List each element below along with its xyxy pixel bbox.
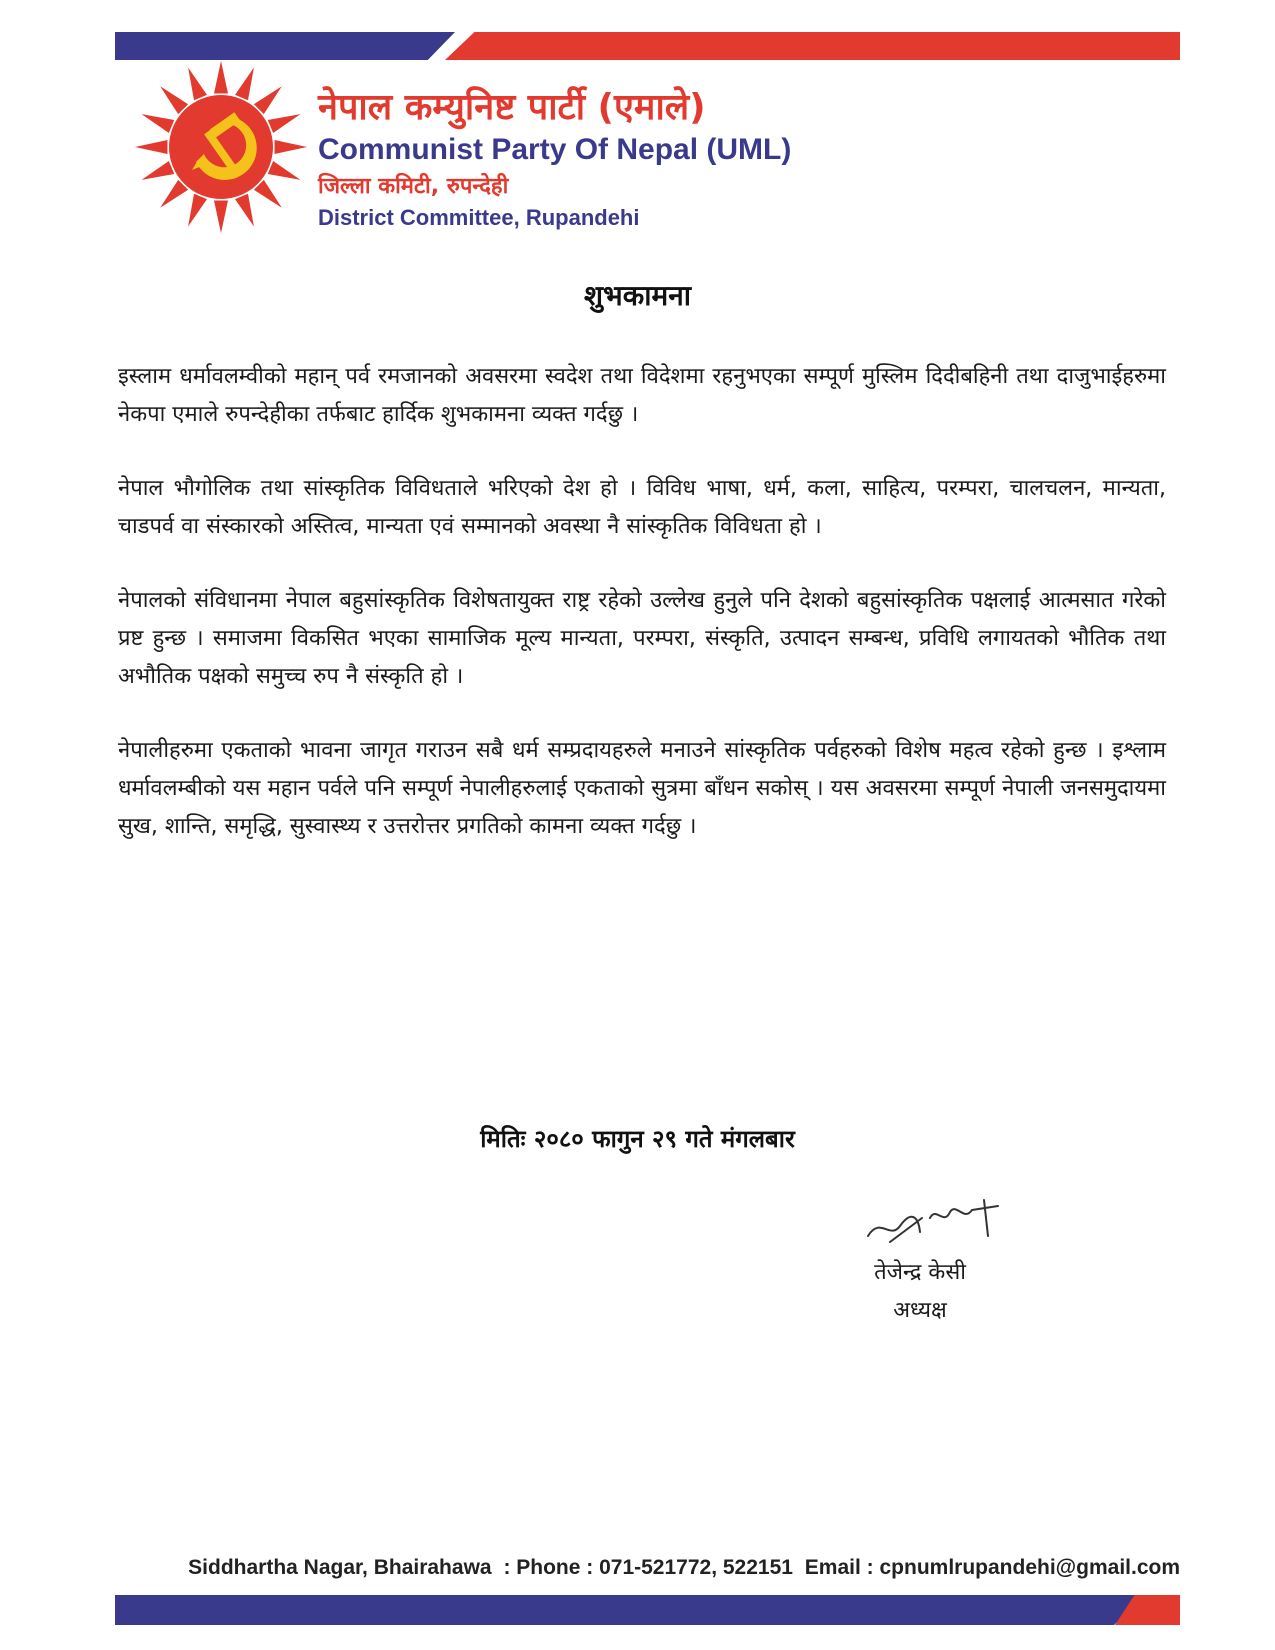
sun-ray <box>142 161 175 180</box>
district-name-nepali: जिल्ला कमिटी, रुपन्देही <box>318 174 509 199</box>
sun-ray <box>160 180 188 208</box>
sun-ray <box>268 114 301 133</box>
document-body <box>118 358 1166 882</box>
sun-ray <box>235 68 254 101</box>
footer-email: Email : cpnumlrupandehi@gmail.com <box>804 1556 1180 1579</box>
sun-ray <box>214 61 228 93</box>
footer-phone: : Phone : 071-521772, 522151 <box>503 1556 793 1579</box>
sun-ray <box>268 161 301 180</box>
sun-ray <box>254 180 282 208</box>
footer-stripe-blue <box>115 1595 1145 1625</box>
sun-ray <box>235 194 254 227</box>
paragraph: नेपालको संविधानमा नेपाल बहुसांस्कृतिक विशेषतायुक्त राष्ट्र रहेको उल्लेख हुनुले पनि देशको बहुसांस्कृतिक पक्षलाई आत्मसात गरेको प्रष्ट हुन्छ । समाजमा विकसित भएका सामाजिक मूल्य मान्यता, परम्परा, संस्कृति, उत्पादन सम्बन्ध, प्रविधि लगायतको भौतिक तथा अभौतिक पक्षको समुच्च रुप नै संस्कृति हो । <box>118 588 1166 689</box>
letterhead <box>318 84 791 232</box>
sun-ray <box>275 140 307 154</box>
header-stripe-blue <box>115 32 455 60</box>
sun-ray <box>160 86 188 114</box>
party-name-nepali: नेपाल कम्युनिष्ट पार्टी (एमाले) <box>318 87 706 128</box>
document-title: शुभकामना <box>583 279 692 312</box>
handwritten-signature <box>860 1196 1010 1252</box>
footer-contact <box>150 1556 1180 1580</box>
header-stripe-red <box>445 32 1180 60</box>
footer-address: Siddhartha Nagar, Bhairahawa <box>188 1556 492 1579</box>
document-date: मितिः २०८० फागुन २९ गते मंगलबार <box>480 1125 795 1153</box>
district-name-english: District Committee, Rupandehi <box>318 205 640 230</box>
sun-ray <box>188 68 207 101</box>
hammer-sickle-sun-emblem-icon <box>132 58 310 236</box>
sun-ray <box>135 140 167 154</box>
paragraph: नेपालीहरुमा एकताको भावना जागृत गराउन सबै धर्म सम्प्रदायहरुले मनाउने सांस्कृतिक पर्वहरुको विशेष महत्व रहेको हुन्छ । इश्लाम धर्मावलम्बीको यस महान पर्वले पनि सम्पूर्ण नेपालीहरुलाई एकताको सुत्रमा बाँधन सकोस् । यस अवसरमा सम्पूर्ण नेपाली जनसमुदायमा सुख, शान्ति, समृद्धि, सुस्वास्थ्य र उत्तरोत्तर प्रगतिको कामना व्यक्त गर्दछु । <box>118 738 1166 839</box>
paragraph: इस्लाम धर्मावलम्वीको महान् पर्व रमजानको अवसरमा स्वदेश तथा विदेशमा रहनुभएका सम्पूर्ण मुस्लिम दिदीबहिनी तथा दाजुभाईहरुमा नेकपा एमाले रुपन्देहीका तर्फबाट हार्दिक शुभकामना व्यक्त गर्दछु । <box>118 364 1166 427</box>
footer-stripe <box>115 1595 1180 1625</box>
sun-ray <box>142 114 175 133</box>
party-name-english: Communist Party Of Nepal (UML) <box>318 133 792 166</box>
signer-name: तेजेन्द्र केसी <box>874 1260 966 1285</box>
header-stripe <box>115 32 1180 60</box>
signer-title: अध्यक्ष <box>893 1298 947 1323</box>
signer-block <box>820 1254 1020 1330</box>
sun-ray <box>254 86 282 114</box>
sun-ray <box>188 194 207 227</box>
sun-ray <box>214 201 228 233</box>
paragraph: नेपाल भौगोलिक तथा सांस्कृतिक विविधताले भरिएको देश हो । विविध भाषा, धर्म, कला, साहित्य, परम्परा, चालचलन, मान्यता, चाडपर्व वा संस्कारको अस्तित्व, मान्यता एवं सम्मानको अवस्था नै सांस्कृतिक विविधता हो । <box>118 476 1166 539</box>
